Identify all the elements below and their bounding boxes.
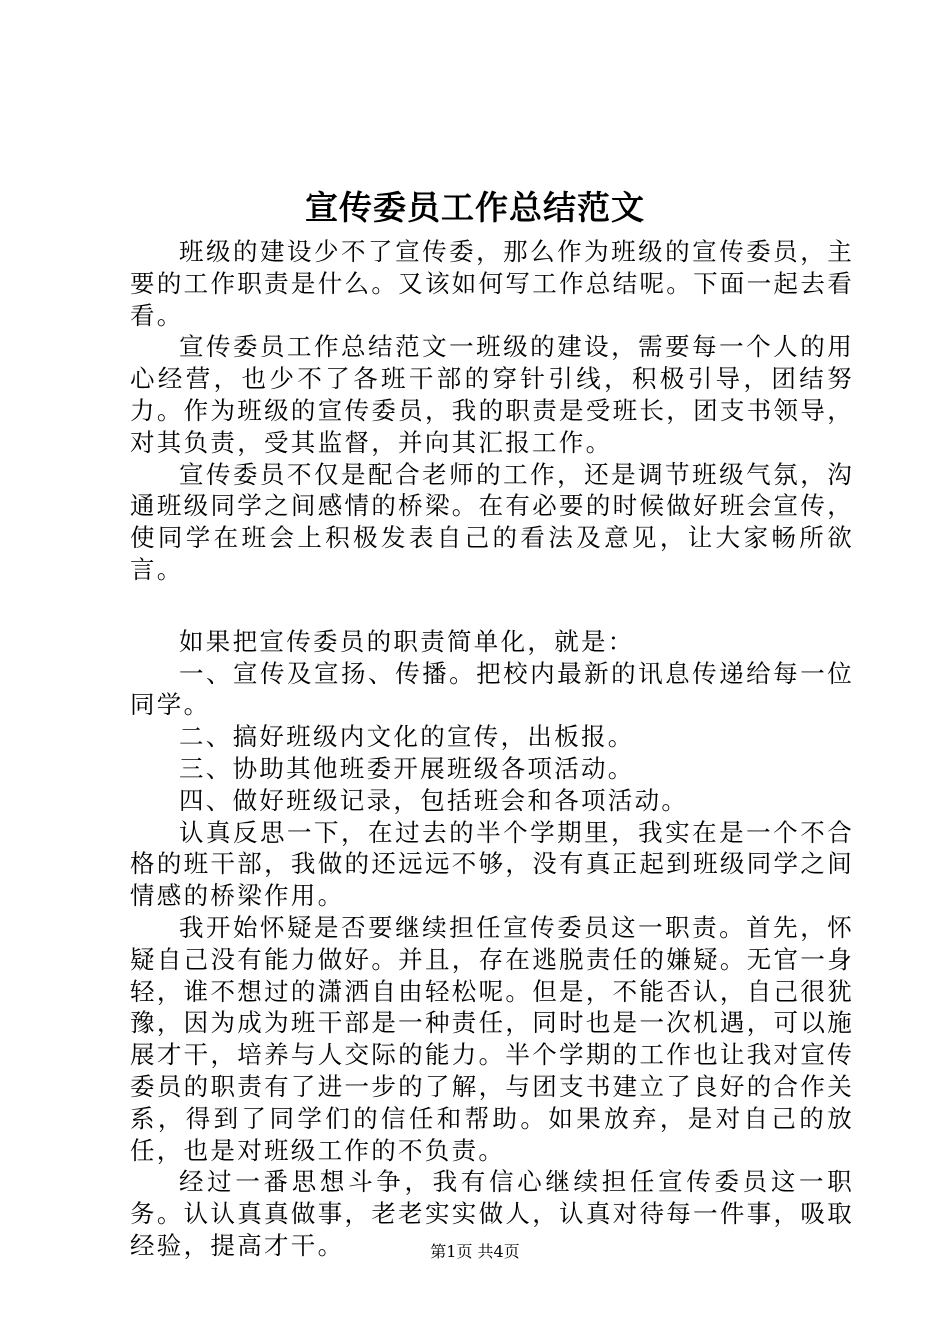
page-number-footer: 第1页 共4页	[430, 1242, 520, 1261]
paragraph-doubt: 我开始怀疑是否要继续担任宣传委员这一职责。首先，怀疑自己没有能力做好。并且，存在逃脱责任的嫌疑。无官一身轻，谁不想过的潇洒自由轻松呢。但是，不能否认，自己很犹豫，因为成为班干部是一种责任，同时也是一次机遇，可以施展才干，培养与人交际的能力。半个学期的工作也让我对宣传委员的职责有了进一步的了解，与团支书建立了良好的合作关系，得到了同学们的信任和帮助。如果放弃，是对自己的放任，也是对班级工作的不负责。	[130, 912, 854, 1165]
paragraph-intro: 班级的建设少不了宣传委，那么作为班级的宣传委员，主要的工作职责是什么。又该如何写工作总结呢。下面一起去看看。	[130, 237, 854, 330]
paragraph-sample-one: 宣传委员工作总结范文一班级的建设，需要每一个人的用心经营，也少不了各班干部的穿针引线，积极引导，团结努力。作为班级的宣传委员，我的职责是受班长，团支书领导，对其负责，受其监督，并向其汇报工作。	[130, 332, 854, 457]
paragraph-reflection: 认真反思一下，在过去的半个学期里，我实在是一个不合格的班干部，我做的还远远不够，没有真正起到班级同学之间情感的桥梁作用。	[130, 817, 854, 911]
document-body	[130, 236, 854, 1262]
list-item-duty-4: 四、做好班级记录，包括班会和各项活动。	[179, 785, 689, 815]
document-title: 宣传委员工作总结范文	[305, 188, 645, 227]
paragraph-conclusion: 经过一番思想斗争，我有信心继续担任宣传委员这一职务。认认真真做事，老老实实做人，认真对待每一件事，吸取经验，提高才干。	[130, 1167, 854, 1260]
paragraph-duties-intro: 如果把宣传委员的职责简单化，就是：	[179, 626, 635, 656]
list-item-duty-2: 二、搞好班级内文化的宣传，出板报。	[179, 722, 635, 752]
paragraph-gap	[130, 586, 854, 626]
list-item-duty-1: 一、宣传及宣扬、传播。把校内最新的讯息传递给每一位同学。	[130, 658, 854, 720]
paragraph-role: 宣传委员不仅是配合老师的工作，还是调节班级气氛，沟通班级同学之间感情的桥梁。在有必要的时候做好班会宣传，使同学在班会上积极发表自己的看法及意见，让大家畅所欲言。	[130, 459, 854, 584]
list-item-duty-3: 三、协助其他班委开展班级各项活动。	[179, 753, 635, 783]
